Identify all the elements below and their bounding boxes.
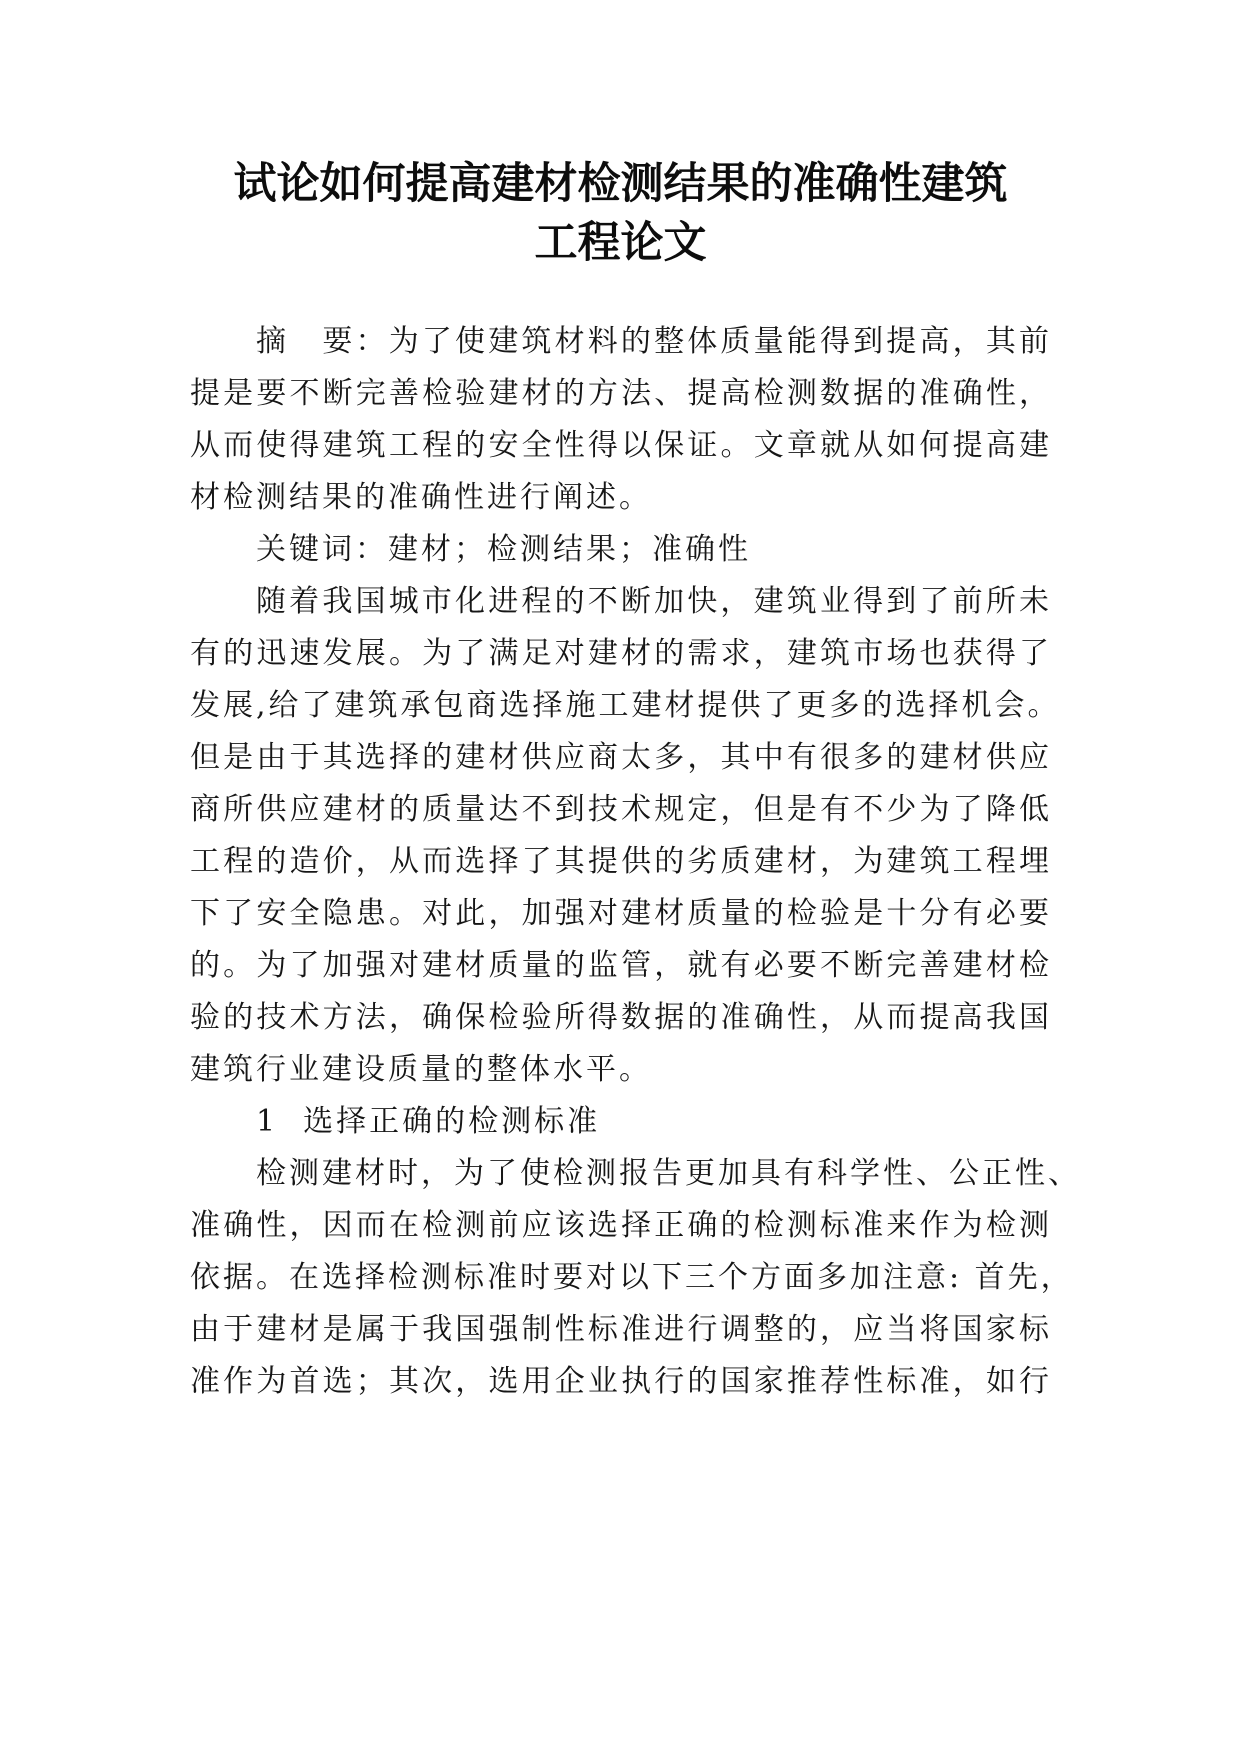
section-1-line: 准确性，因而在检测前应该选择正确的检测标准来作为检测 [190,1208,1052,1243]
document-title-line-1: 试论如何提高建材检测结果的准确性建筑 [233,159,1008,209]
abstract-line: 提是要不断完善检验建材的方法、提高检测数据的准确性， [190,376,1052,411]
document-title-line-2: 工程论文 [534,218,707,268]
intro-line: 的。为了加强对建材质量的监管，就有必要不断完善建材检 [190,948,1052,983]
intro-line: 发展,给了建筑承包商选择施工建材提供了更多的选择机会。 [190,688,1061,723]
abstract-line: 从而使得建筑工程的安全性得以保证。文章就从如何提高建 [190,428,1052,463]
section-1-line: 准作为首选；其次，选用企业执行的国家推荐性标准，如行 [190,1364,1052,1399]
intro-line: 工程的造价，从而选择了其提供的劣质建材，为建筑工程埋 [190,844,1052,879]
keywords-line: 关键词：建材；检测结果；准确性 [256,532,751,567]
section-1-line: 检测建材时，为了使检测报告更加具有科学性、公正性、 [256,1156,1081,1191]
abstract-line: 材检测结果的准确性进行阐述。 [190,480,652,515]
intro-line: 随着我国城市化进程的不断加快，建筑业得到了前所未 [256,584,1052,619]
intro-line: 但是由于其选择的建材供应商太多，其中有很多的建材供应 [190,740,1052,775]
abstract-line: 摘 要：为了使建筑材料的整体质量能得到提高，其前 [256,324,1052,359]
intro-line: 验的技术方法，确保检验所得数据的准确性，从而提高我国 [190,1000,1052,1035]
intro-line: 下了安全隐患。对此，加强对建材质量的检验是十分有必要 [190,896,1052,931]
intro-line: 建筑行业建设质量的整体水平。 [190,1052,652,1087]
section-1-line: 由于建材是属于我国强制性标准进行调整的，应当将国家标 [190,1312,1052,1347]
intro-line: 有的迅速发展。为了满足对建材的需求，建筑市场也获得了 [190,636,1052,671]
section-heading: 1 选择正确的检测标准 [256,1104,601,1139]
intro-line: 商所供应建材的质量达不到技术规定，但是有不少为了降低 [190,792,1052,827]
section-1-line: 依据。在选择检测标准时要对以下三个方面多加注意: 首先， [190,1260,1074,1295]
